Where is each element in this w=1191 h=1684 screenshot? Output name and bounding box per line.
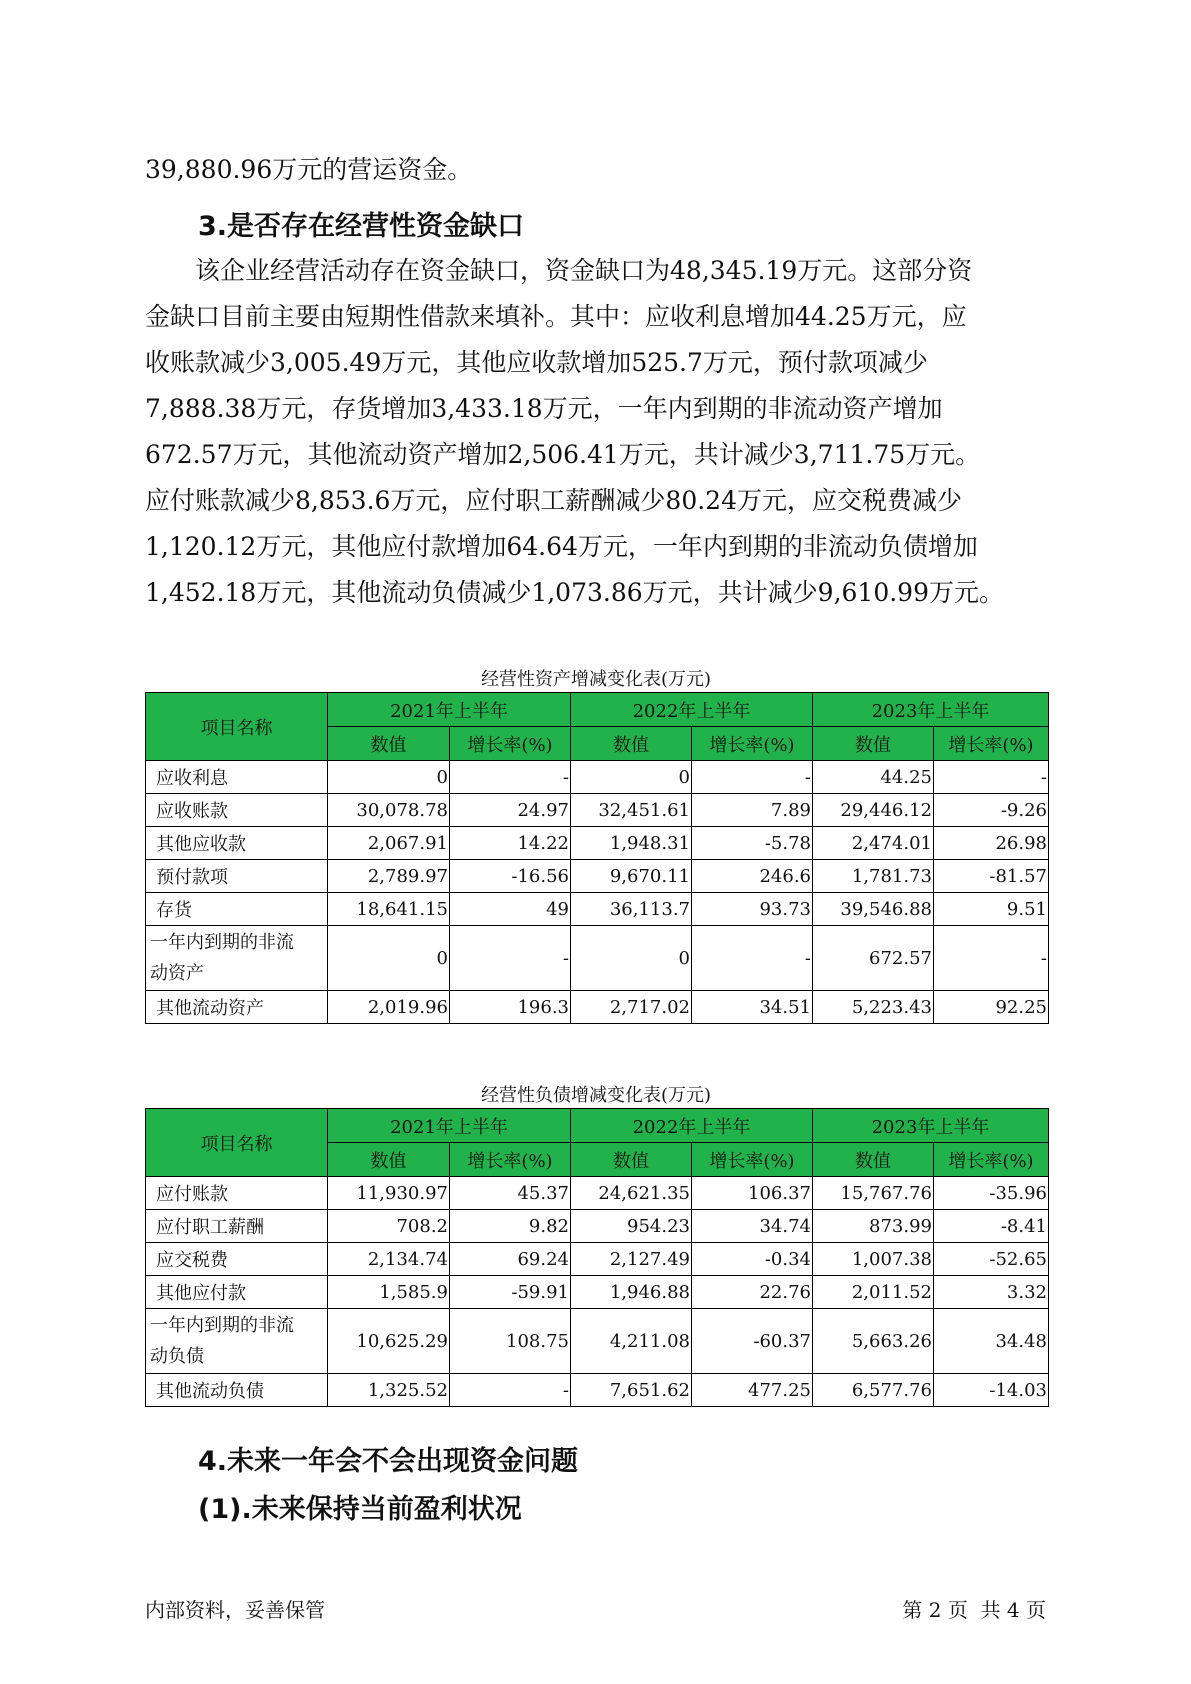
- cell: 7.89: [692, 794, 813, 827]
- cell: 44.25: [813, 761, 934, 794]
- header-value: 数值: [813, 727, 934, 761]
- footer-page-number: 第 2 页 共 4 页: [902, 1598, 1046, 1622]
- row-name: 一年内到期的非流 动资产: [146, 926, 328, 991]
- header-value: 数值: [571, 1143, 692, 1177]
- cell: 1,325.52: [328, 1374, 450, 1407]
- cell: -: [692, 926, 813, 991]
- cell: 11,930.97: [328, 1177, 450, 1210]
- row-name: 预付款项: [146, 860, 328, 893]
- asset-table-caption: 经营性资产增减变化表(万元): [480, 669, 712, 690]
- cell: -16.56: [450, 860, 571, 893]
- cell: -: [934, 926, 1049, 991]
- cell: 0: [328, 761, 450, 794]
- table-row: [146, 860, 1049, 893]
- cell: 18,641.15: [328, 893, 450, 926]
- paragraph-line: 该企业经营活动存在资金缺口，资金缺口为48,345.19万元。这部分资: [195, 256, 973, 285]
- header-growth: 增长率(%): [450, 727, 571, 761]
- cell: 477.25: [692, 1374, 813, 1407]
- cell: 2,019.96: [328, 991, 450, 1024]
- header-growth: 增长率(%): [692, 1143, 813, 1177]
- row-name: 一年内到期的非流 动负债: [146, 1309, 328, 1374]
- cell: 1,585.9: [328, 1276, 450, 1309]
- section-4-heading: 4.未来一年会不会出现资金问题: [198, 1446, 579, 1477]
- table-row: [146, 991, 1049, 1024]
- cell: 24,621.35: [571, 1177, 692, 1210]
- row-name: 其他应收款: [146, 827, 328, 860]
- footer-confidential-note: 内部资料，妥善保管: [145, 1598, 325, 1622]
- cell: 9.51: [934, 893, 1049, 926]
- table-row: [146, 1177, 1049, 1210]
- cell: -35.96: [934, 1177, 1049, 1210]
- row-name: 应付职工薪酬: [146, 1210, 328, 1243]
- cell: 24.97: [450, 794, 571, 827]
- cell: 5,663.26: [813, 1309, 934, 1374]
- header-period: 2023年上半年: [813, 693, 1049, 727]
- cell: 672.57: [813, 926, 934, 991]
- cell: 1,946.88: [571, 1276, 692, 1309]
- cell: 22.76: [692, 1276, 813, 1309]
- header-value: 数值: [328, 727, 450, 761]
- header-growth: 增长率(%): [934, 1143, 1049, 1177]
- header-value: 数值: [571, 727, 692, 761]
- section-4-sub-heading: (1).未来保持当前盈利状况: [198, 1494, 522, 1525]
- table-row: [146, 761, 1049, 794]
- cell: 954.23: [571, 1210, 692, 1243]
- cell: 0: [571, 926, 692, 991]
- cell: 0: [571, 761, 692, 794]
- cell: -60.37: [692, 1309, 813, 1374]
- cell: 1,007.38: [813, 1243, 934, 1276]
- paragraph-line: 1,120.12万元，其他应付款增加64.64万元，一年内到期的非流动负债增加: [145, 532, 978, 561]
- cell: 246.6: [692, 860, 813, 893]
- table-row: [146, 794, 1049, 827]
- table-row: [146, 893, 1049, 926]
- table-row: [146, 827, 1049, 860]
- intro-line: 39,880.96万元的营运资金。: [145, 155, 473, 184]
- table-row: [146, 1276, 1049, 1309]
- cell: 2,127.49: [571, 1243, 692, 1276]
- cell: 26.98: [934, 827, 1049, 860]
- cell: 6,577.76: [813, 1374, 934, 1407]
- cell: 2,011.52: [813, 1276, 934, 1309]
- header-period: 2022年上半年: [571, 1109, 813, 1143]
- paragraph-line: 1,452.18万元，其他流动负债减少1,073.86万元，共计减少9,610.99万元。: [145, 578, 1004, 607]
- cell: 14.22: [450, 827, 571, 860]
- cell: 10,625.29: [328, 1309, 450, 1374]
- cell: 34.74: [692, 1210, 813, 1243]
- cell: -: [934, 761, 1049, 794]
- cell: 32,451.61: [571, 794, 692, 827]
- cell: 36,113.7: [571, 893, 692, 926]
- cell: 1,781.73: [813, 860, 934, 893]
- header-period: 2021年上半年: [328, 1109, 571, 1143]
- header-value: 数值: [813, 1143, 934, 1177]
- cell: 5,223.43: [813, 991, 934, 1024]
- table-row: [146, 1374, 1049, 1407]
- cell: 45.37: [450, 1177, 571, 1210]
- cell: 9,670.11: [571, 860, 692, 893]
- cell: -52.65: [934, 1243, 1049, 1276]
- row-name: 其他流动资产: [146, 991, 328, 1024]
- cell: 708.2: [328, 1210, 450, 1243]
- liability-change-table: [145, 1108, 1049, 1407]
- cell: 108.75: [450, 1309, 571, 1374]
- cell: 93.73: [692, 893, 813, 926]
- cell: 3.32: [934, 1276, 1049, 1309]
- cell: 2,474.01: [813, 827, 934, 860]
- cell: 39,546.88: [813, 893, 934, 926]
- row-name: 应交税费: [146, 1243, 328, 1276]
- table-row: [146, 1309, 1049, 1374]
- header-growth: 增长率(%): [934, 727, 1049, 761]
- row-name: 其他应付款: [146, 1276, 328, 1309]
- header-item-name: 项目名称: [146, 1109, 328, 1177]
- row-name: 应付账款: [146, 1177, 328, 1210]
- cell: 106.37: [692, 1177, 813, 1210]
- cell: 1,948.31: [571, 827, 692, 860]
- header-value: 数值: [328, 1143, 450, 1177]
- cell: 196.3: [450, 991, 571, 1024]
- cell: -14.03: [934, 1374, 1049, 1407]
- paragraph-line: 收账款减少3,005.49万元，其他应收款增加525.7万元，预付款项减少: [145, 348, 928, 377]
- cell: -: [450, 761, 571, 794]
- cell: 0: [328, 926, 450, 991]
- cell: -9.26: [934, 794, 1049, 827]
- cell: -8.41: [934, 1210, 1049, 1243]
- header-item-name: 项目名称: [146, 693, 328, 761]
- header-period: 2021年上半年: [328, 693, 571, 727]
- row-name: 其他流动负债: [146, 1374, 328, 1407]
- paragraph-line: 7,888.38万元，存货增加3,433.18万元，一年内到期的非流动资产增加: [145, 394, 943, 423]
- row-name: 存货: [146, 893, 328, 926]
- cell: -81.57: [934, 860, 1049, 893]
- row-name: 应收账款: [146, 794, 328, 827]
- table-row: [146, 1210, 1049, 1243]
- header-period: 2023年上半年: [813, 1109, 1049, 1143]
- asset-change-table: [145, 692, 1049, 1024]
- cell: -0.34: [692, 1243, 813, 1276]
- cell: 4,211.08: [571, 1309, 692, 1374]
- cell: 49: [450, 893, 571, 926]
- header-growth: 增长率(%): [692, 727, 813, 761]
- paragraph-line: 应付账款减少8,853.6万元，应付职工薪酬减少80.24万元，应交税费减少: [145, 486, 962, 515]
- table-row: [146, 1243, 1049, 1276]
- section-3-heading: 3.是否存在经营性资金缺口: [198, 211, 525, 242]
- cell: 7,651.62: [571, 1374, 692, 1407]
- cell: 2,717.02: [571, 991, 692, 1024]
- header-period: 2022年上半年: [571, 693, 813, 727]
- header-growth: 增长率(%): [450, 1143, 571, 1177]
- cell: -: [450, 926, 571, 991]
- cell: 9.82: [450, 1210, 571, 1243]
- liability-table-caption: 经营性负债增减变化表(万元): [480, 1085, 712, 1106]
- cell: 29,446.12: [813, 794, 934, 827]
- cell: -59.91: [450, 1276, 571, 1309]
- cell: 873.99: [813, 1210, 934, 1243]
- cell: -: [450, 1374, 571, 1407]
- cell: -: [692, 761, 813, 794]
- paragraph-line: 金缺口目前主要由短期性借款来填补。其中：应收利息增加44.25万元，应: [145, 302, 967, 331]
- cell: -5.78: [692, 827, 813, 860]
- table-row: [146, 926, 1049, 991]
- cell: 30,078.78: [328, 794, 450, 827]
- paragraph-line: 672.57万元，其他流动资产增加2,506.41万元，共计减少3,711.75万元。: [145, 440, 981, 469]
- row-name: 应收利息: [146, 761, 328, 794]
- cell: 2,067.91: [328, 827, 450, 860]
- cell: 2,134.74: [328, 1243, 450, 1276]
- cell: 15,767.76: [813, 1177, 934, 1210]
- cell: 34.48: [934, 1309, 1049, 1374]
- cell: 2,789.97: [328, 860, 450, 893]
- cell: 92.25: [934, 991, 1049, 1024]
- gap-paragraph: [145, 248, 1047, 616]
- cell: 69.24: [450, 1243, 571, 1276]
- cell: 34.51: [692, 991, 813, 1024]
